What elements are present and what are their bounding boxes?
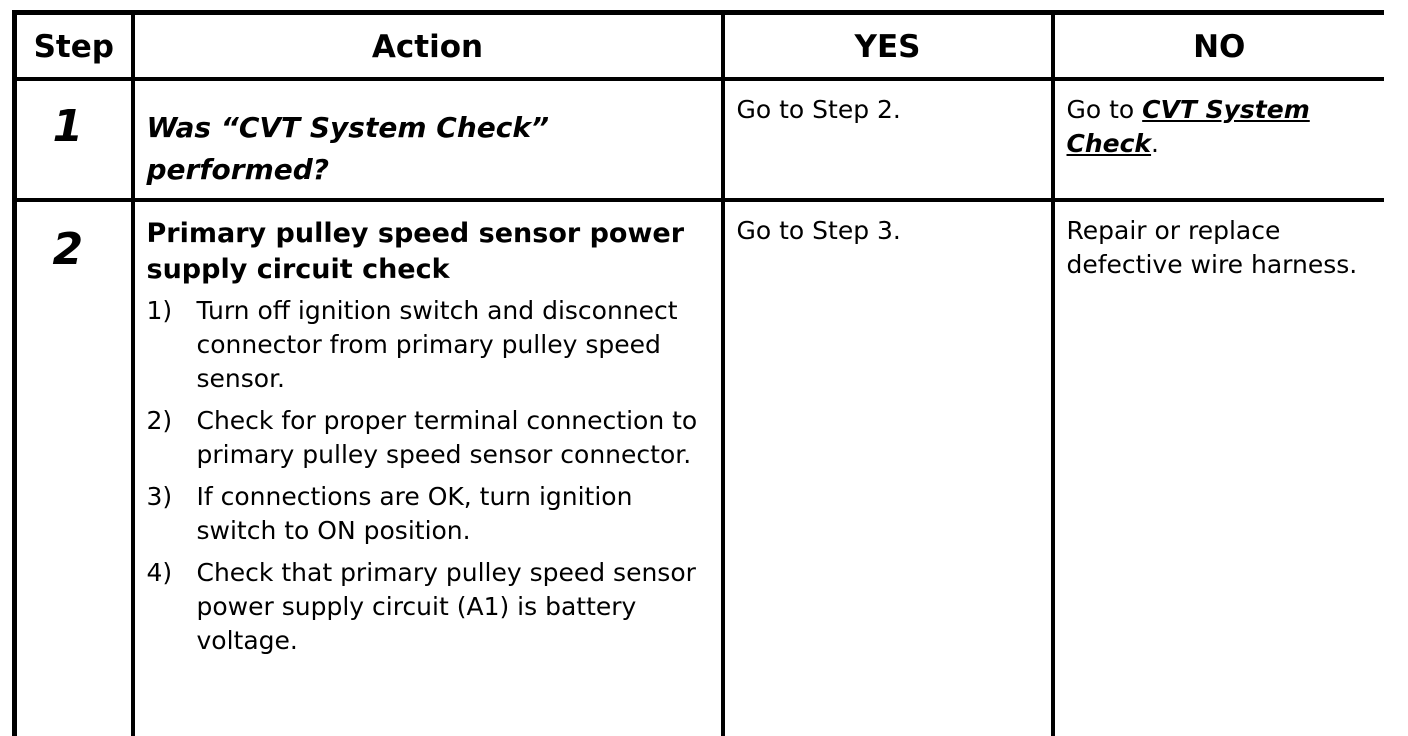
substep-list: [135, 294, 721, 658]
action-title: Primary pulley speed sensor power supply circuit check: [146, 218, 685, 285]
step-number: 1: [52, 101, 84, 152]
substep-text: If connections are OK, turn ignition switch to ON position.: [196, 482, 633, 545]
header-step: Step: [15, 13, 133, 80]
list-item: [147, 480, 711, 548]
header-no: NO: [1053, 13, 1385, 80]
substep-number: 1): [146, 296, 173, 325]
diagnostic-table-container: [12, 10, 1384, 736]
step-number: 2: [52, 224, 84, 275]
list-item: [147, 294, 711, 396]
substep-number: 3): [146, 482, 173, 511]
list-item: [147, 404, 711, 472]
no-text: [1055, 81, 1385, 161]
substep-number: 2): [146, 406, 173, 435]
cvt-system-check-link[interactable]: CVT System Check: [1066, 95, 1310, 158]
table-row: [15, 79, 1385, 200]
yes-text: Go to Step 2.: [736, 95, 901, 124]
list-item: [147, 556, 711, 658]
diagnostic-table: [12, 10, 1384, 736]
no-cell: [1053, 200, 1385, 736]
substep-text: Turn off ignition switch and disconnect connector from primary pulley speed sensor.: [196, 296, 678, 393]
table-row: [15, 200, 1385, 736]
step-cell: [15, 200, 133, 736]
no-cell: [1053, 79, 1385, 200]
yes-cell: [723, 79, 1053, 200]
substep-text: Check for proper terminal connection to primary pulley speed sensor connector.: [196, 406, 698, 469]
no-text-suffix: .: [1151, 129, 1159, 158]
header-row: [15, 13, 1385, 80]
step-cell: [15, 79, 133, 200]
yes-text: Go to Step 3.: [736, 216, 901, 245]
action-cell: [133, 79, 723, 200]
action-cell: [133, 200, 723, 736]
header-yes: YES: [723, 13, 1053, 80]
yes-cell: [723, 200, 1053, 736]
substep-text: Check that primary pulley speed sensor power supply circuit (A1) is battery voltage.: [196, 558, 696, 655]
no-text-prefix: Go to: [1066, 95, 1143, 124]
header-action: Action: [133, 13, 723, 80]
substep-number: 4): [146, 558, 173, 587]
action-question: Was “CVT System Check” performed?: [146, 111, 549, 186]
no-text: Repair or replace defective wire harness.: [1066, 216, 1358, 279]
